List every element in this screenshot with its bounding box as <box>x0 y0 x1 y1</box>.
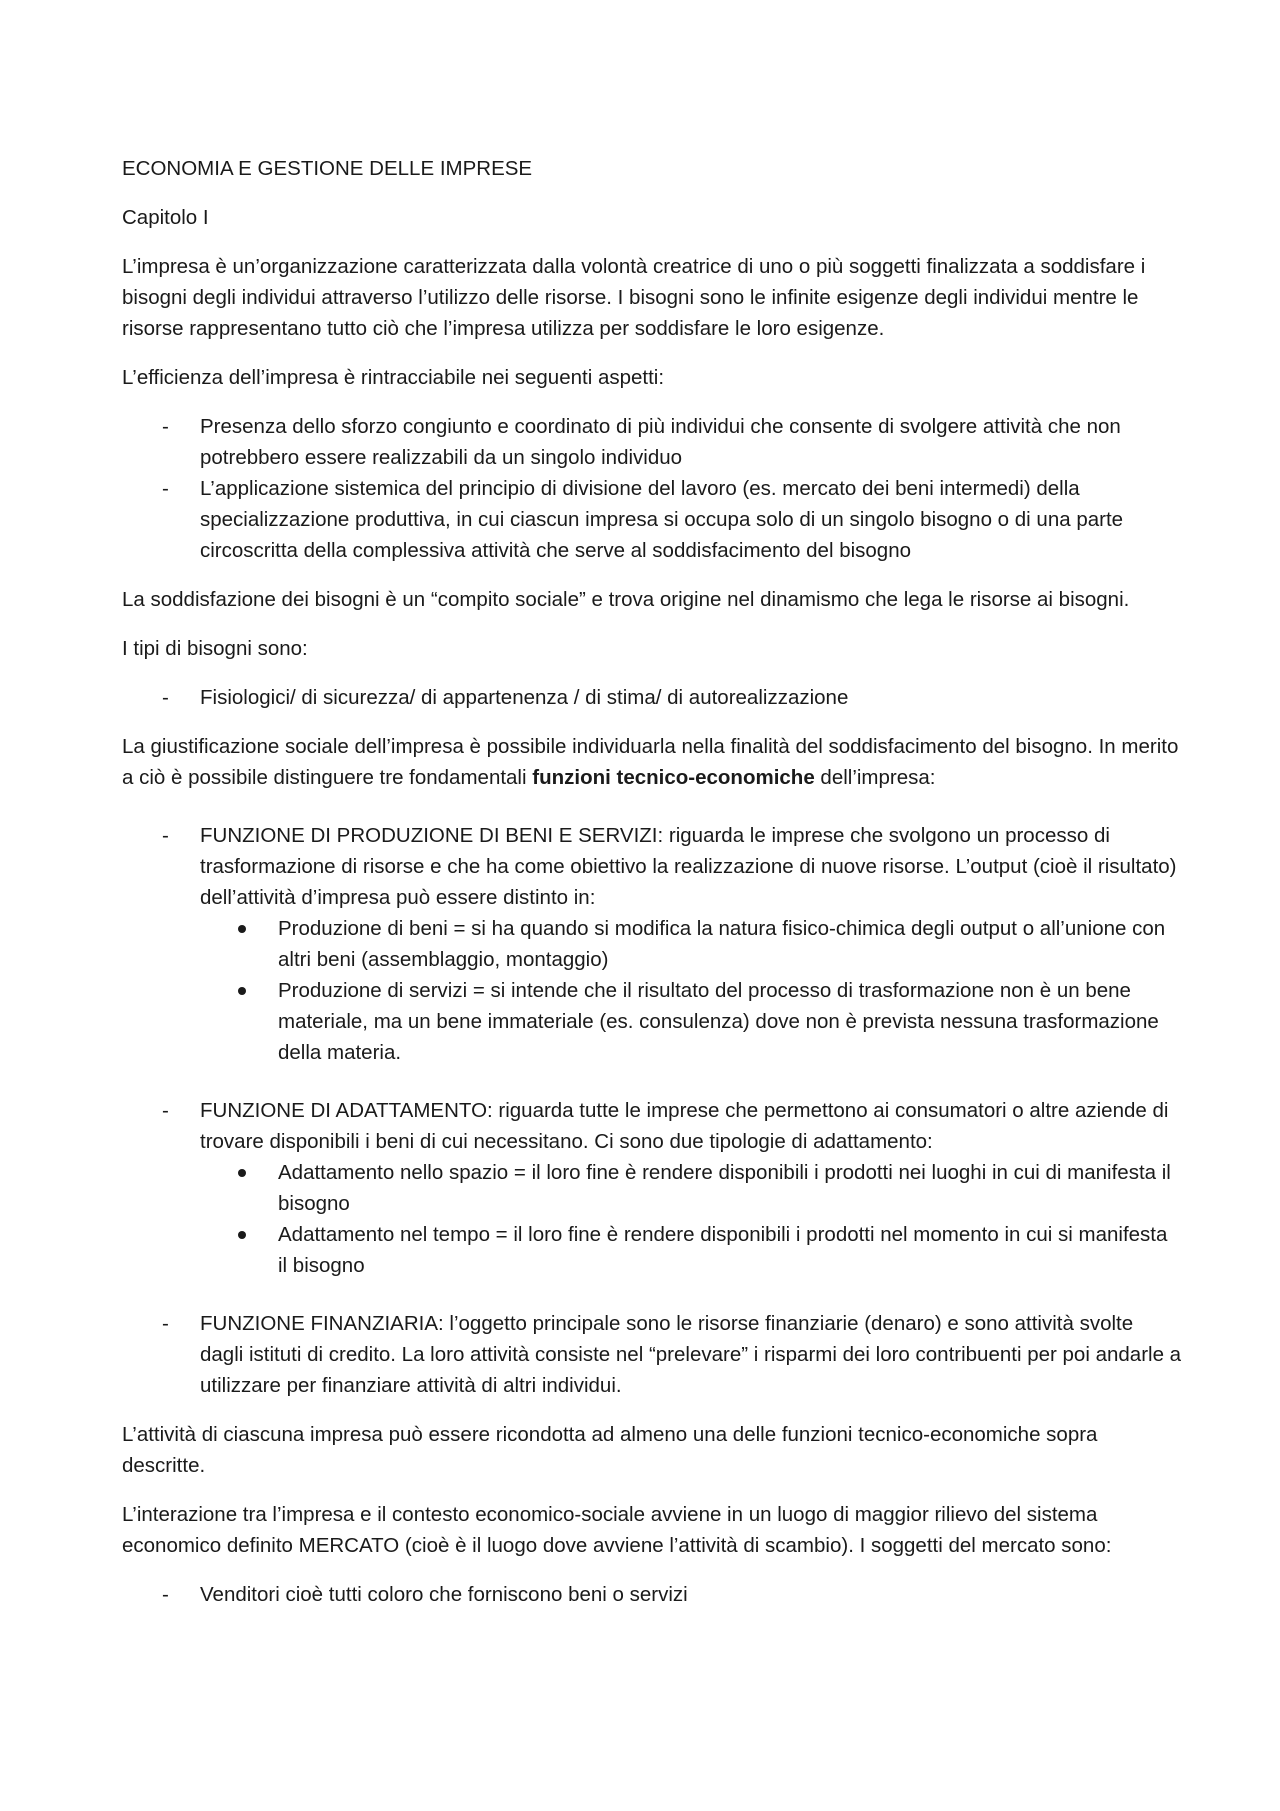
justification-paragraph <box>122 731 1182 793</box>
justification-text-end: dell’impresa: <box>814 766 936 789</box>
intro-paragraph: L’impresa è un’organizzazione caratterizzata dalla volontà creatrice di uno o più soggetti finalizzata a soddisfare i bisogni degli individui attraverso l’utilizzo delle risorse. I bisogni sono le infinite esigenze degli individui mentre le risorse rappresentano tutto ciò che l’impresa utilizza per soddisfare le loro esigenze. <box>122 255 1146 340</box>
justification-text: La giustificazione sociale dell’impresa è possibile individuarla nella finalità del soddisfacimento del bisogno. In merito a ciò è possibile distinguere tre fondamentali <box>122 735 1179 789</box>
list-item: Produzione di beni = si ha quando si modifica la natura fisico-chimica degli output o all’unione con altri beni (assemblaggio, montaggio) <box>200 913 1182 975</box>
list-item: - L’applicazione sistemica del principio di divisione del lavoro (es. mercato dei beni intermedi) della specializzazione produttiva, in cui ciascun impresa si occupa solo di un singolo bisogno o di una parte circoscritta della complessiva attività che serve al soddisfacimento del bisogno <box>122 473 1182 566</box>
needs-list <box>122 682 1182 713</box>
function-adaptation-text: FUNZIONE DI ADATTAMENTO: riguarda tutte le imprese che permettono ai consumatori o altre aziende di trovare disponibili i beni di cui necessitano. Ci sono due tipologie di adattamento: <box>200 1099 1169 1153</box>
list-item: - Presenza dello sforzo congiunto e coordinato di più individui che consente di svolgere attività che non potrebbero essere realizzabili da un singolo individuo <box>122 411 1182 473</box>
efficiency-paragraph: L’efficienza dell’impresa è rintracciabile nei seguenti aspetti: <box>122 366 665 389</box>
interaction-paragraph: L’interazione tra l’impresa e il contesto economico-sociale avviene in un luogo di maggior rilievo del sistema economico definito MERCATO (cioè è il luogo dove avviene l’attività di scambio). I soggetti del mercato sono: <box>122 1503 1112 1557</box>
market-list <box>122 1579 1182 1610</box>
function-production-text: FUNZIONE DI PRODUZIONE DI BENI E SERVIZI: riguarda le imprese che svolgono un processo di trasformazione di risorse e che ha come obiettivo la realizzazione di nuove risorse. L’output (cioè il risultato) dell’attività d’impresa può essere distinto in: <box>200 824 1177 909</box>
function-adaptation <box>122 1095 1182 1281</box>
production-sublist <box>200 913 1182 1068</box>
function-financial <box>122 1308 1182 1401</box>
function-financial-text: FUNZIONE FINANZIARIA: l’oggetto principale sono le risorse finanziarie (denaro) e sono attività svolte dagli istituti di credito. La loro attività consiste nel “prelevare” i risparmi dei loro contribuenti per poi andarle a utilizzare per finanziare attività di altri individui. <box>200 1312 1182 1397</box>
list-item: - Fisiologici/ di sicurezza/ di appartenenza / di stima/ di autorealizzazione <box>122 682 1182 713</box>
satisfaction-paragraph: La soddisfazione dei bisogni è un “compito sociale” e trova origine nel dinamismo che lega le risorse ai bisogni. <box>122 588 1130 611</box>
efficiency-list <box>122 411 1182 566</box>
document-title: ECONOMIA E GESTIONE DELLE IMPRESE <box>122 157 533 180</box>
document-page <box>122 153 1182 1628</box>
needs-types-paragraph: I tipi di bisogni sono: <box>122 637 308 660</box>
list-item: Produzione di servizi = si intende che il risultato del processo di trasformazione non è un bene materiale, ma un bene immateriale (es. consulenza) dove non è prevista nessuna trasformazione della materia. <box>200 975 1182 1068</box>
functions-list <box>122 820 1182 1401</box>
chapter-heading: Capitolo I <box>122 206 209 229</box>
activity-paragraph: L’attività di ciascuna impresa può essere ricondotta ad almeno una delle funzioni tecnico-economiche sopra descritte. <box>122 1423 1098 1477</box>
adaptation-sublist <box>200 1157 1182 1281</box>
list-item: - Venditori cioè tutti coloro che forniscono beni o servizi <box>122 1579 1182 1610</box>
list-item: Adattamento nel tempo = il loro fine è rendere disponibili i prodotti nel momento in cui si manifesta il bisogno <box>200 1219 1182 1281</box>
justification-bold-text: funzioni tecnico-economiche <box>532 766 815 789</box>
list-item: Adattamento nello spazio = il loro fine è rendere disponibili i prodotti nei luoghi in cui di manifesta il bisogno <box>200 1157 1182 1219</box>
function-production <box>122 820 1182 1068</box>
